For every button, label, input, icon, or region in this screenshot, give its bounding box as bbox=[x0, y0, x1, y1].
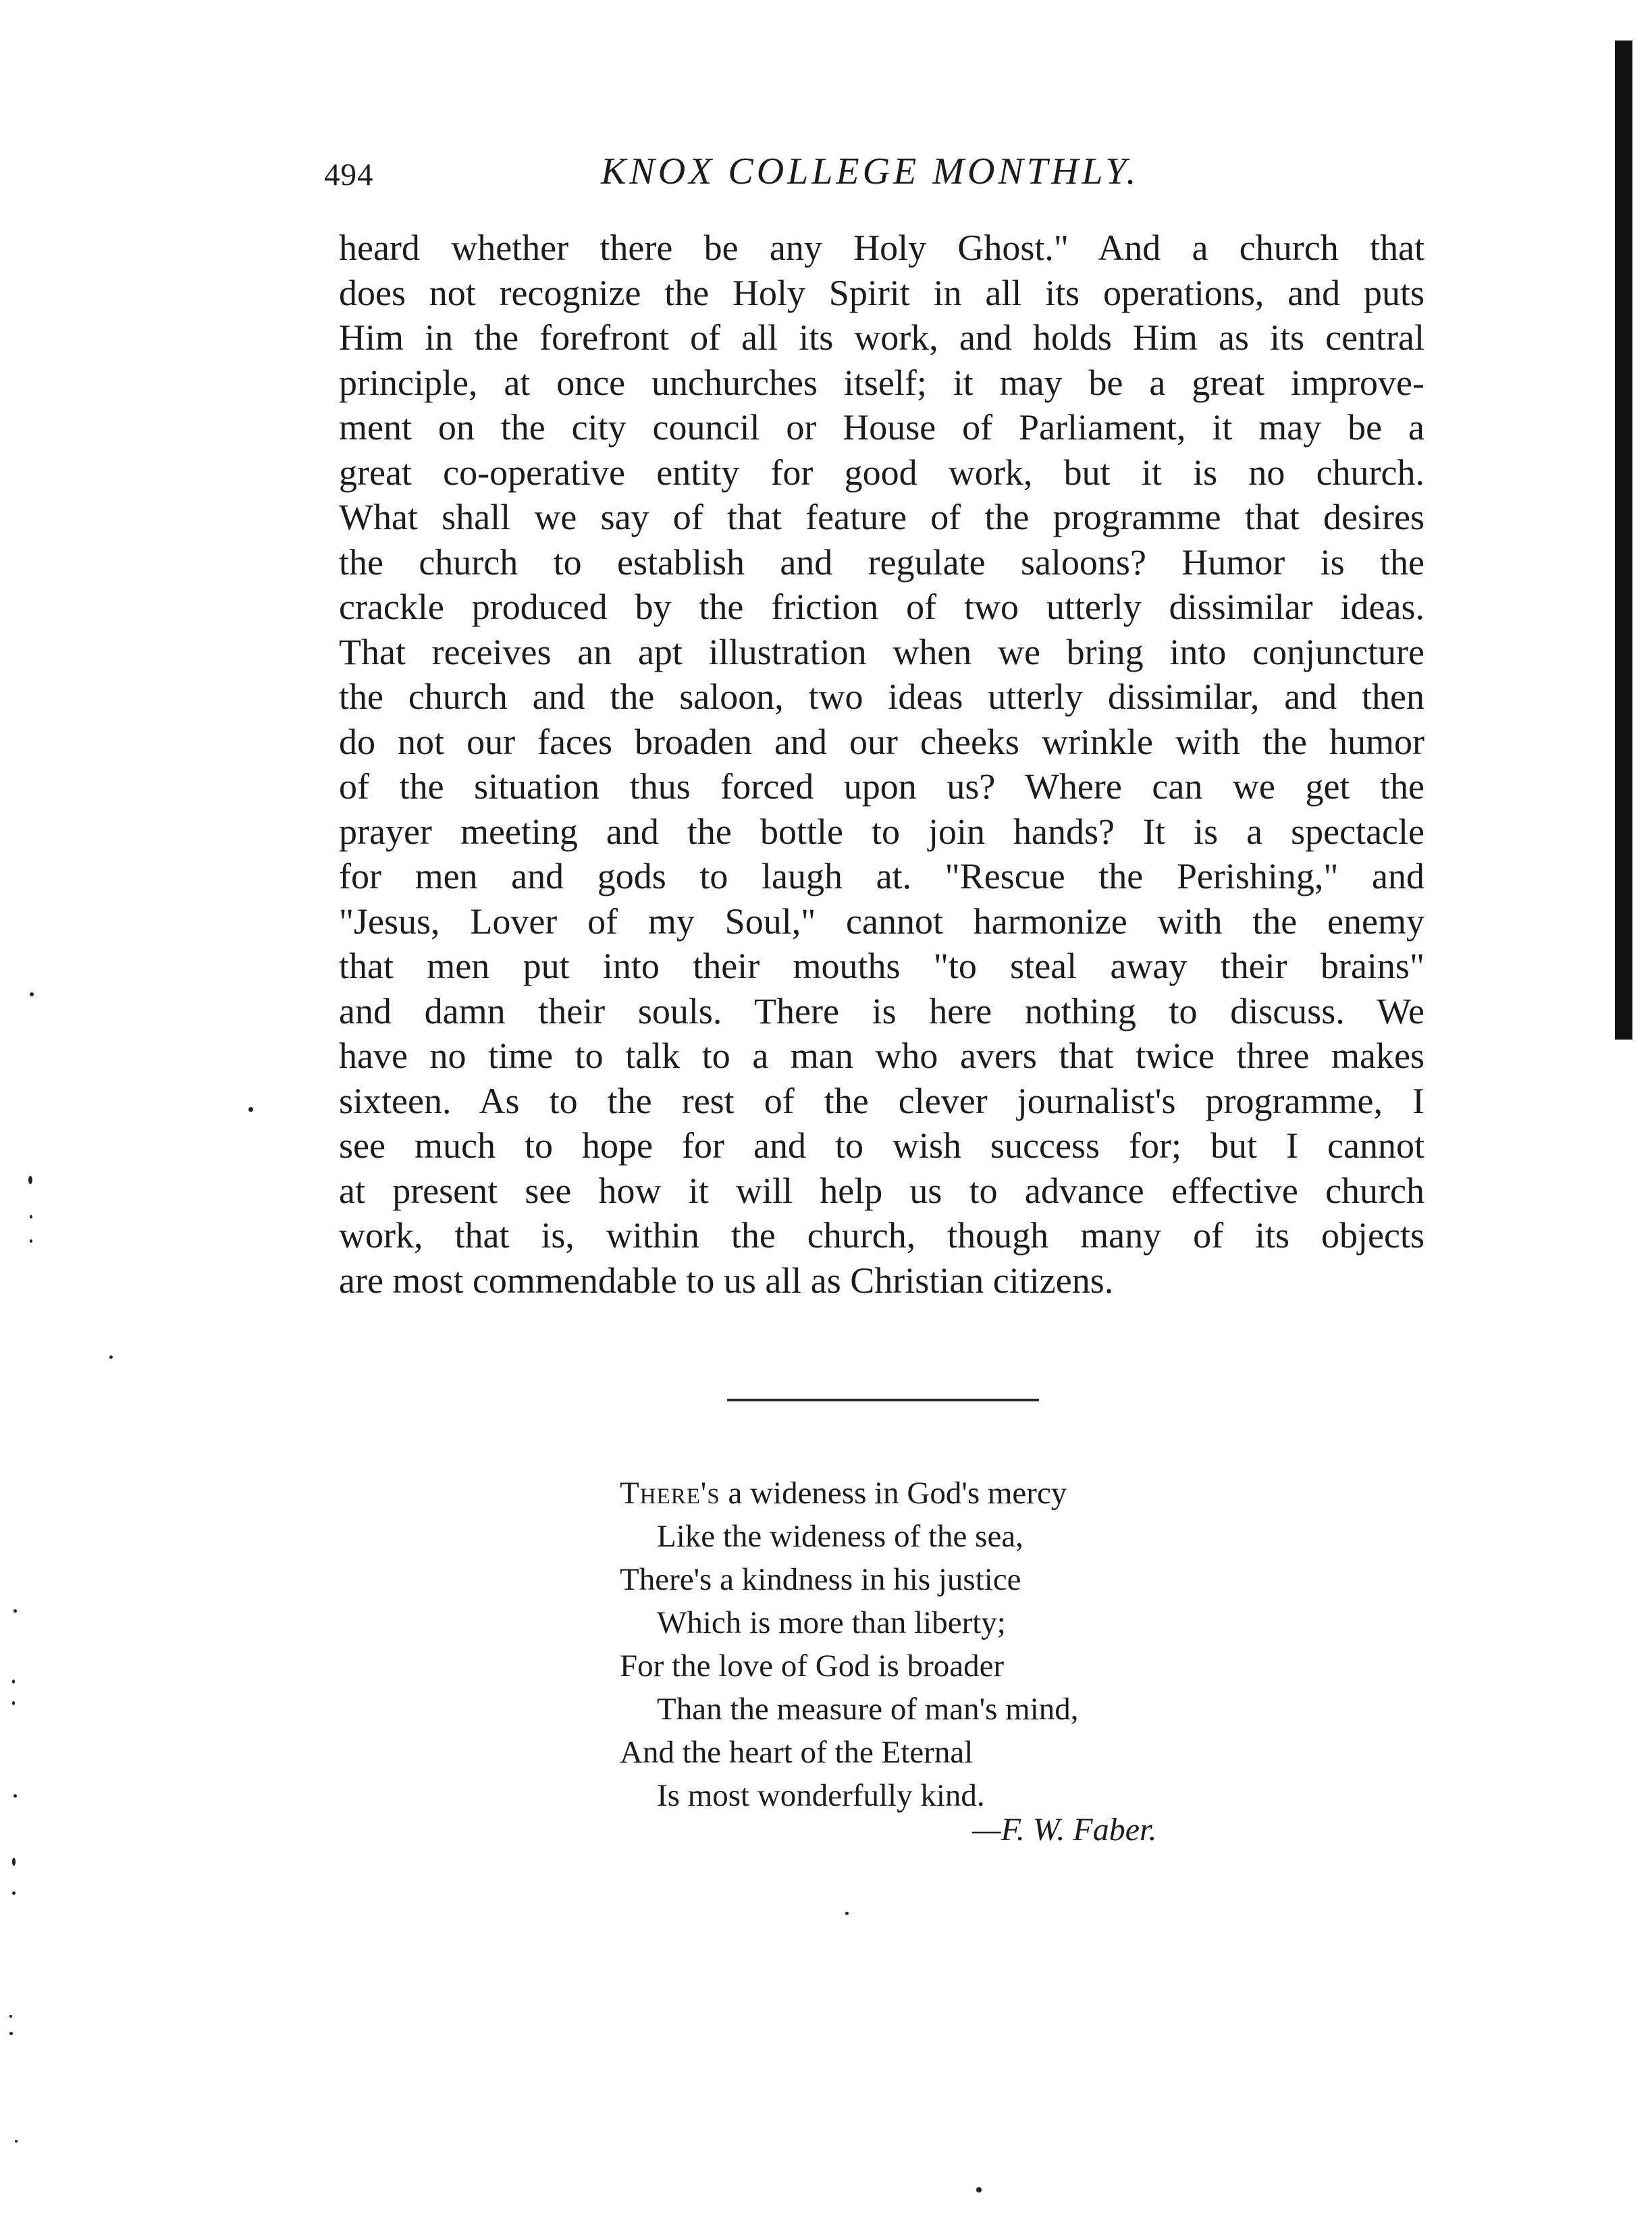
scan-speck bbox=[976, 2187, 982, 2193]
scan-speck bbox=[109, 1355, 113, 1359]
poem bbox=[620, 1472, 1295, 1817]
poem-first-word: There's bbox=[620, 1476, 720, 1511]
poem-line: For the love of God is broader bbox=[620, 1648, 1005, 1684]
poem-line bbox=[620, 1472, 1295, 1515]
scan-speck bbox=[15, 2140, 18, 2143]
running-head bbox=[324, 150, 1195, 204]
body-line: do not our faces broaden and our cheeks wrinkle with the humor bbox=[339, 721, 1424, 762]
scan-speck bbox=[30, 1215, 32, 1218]
poem-line: Like the wideness of the sea, bbox=[657, 1519, 1023, 1554]
body-line: that men put into their mouths "to steal away their brains" bbox=[339, 946, 1424, 986]
poem-attribution: —F. W. Faber. bbox=[972, 1812, 1157, 1848]
scan-border bbox=[1615, 41, 1632, 1040]
poem-line: Which is more than liberty; bbox=[657, 1605, 1006, 1640]
body-line: sixteen. As to the rest of the clever journalist's programme, I bbox=[339, 1080, 1424, 1121]
body-line: for men and gods to laugh at. "Rescue the Perishing," and bbox=[339, 856, 1424, 896]
body-line: see much to hope for and to wish success for; but I cannot bbox=[339, 1125, 1424, 1166]
poem-line: Than the measure of man's mind, bbox=[657, 1692, 1079, 1727]
scan-speck bbox=[9, 2015, 12, 2018]
body-line: have no time to talk to a man who avers that twice three makes bbox=[339, 1036, 1424, 1076]
body-line: work, that is, within the church, though many of its objects bbox=[339, 1215, 1424, 1256]
body-line: principle, at once unchurches itself; it may be a great improve- bbox=[339, 362, 1424, 403]
scan-speck bbox=[248, 1107, 253, 1112]
scan-speck bbox=[9, 2032, 13, 2035]
poem-line: Is most wonderfully kind. bbox=[657, 1778, 985, 1813]
page-number: 494 bbox=[324, 157, 374, 192]
body-line: the church and the saloon, two ideas utterly dissimilar, and then bbox=[339, 676, 1424, 717]
scan-speck bbox=[28, 1176, 32, 1184]
scan-speck bbox=[12, 1701, 15, 1705]
poem-line-rest: a wideness in God's mercy bbox=[720, 1476, 1067, 1511]
body-line: are most commendable to us all as Christian citizens. bbox=[339, 1260, 1114, 1301]
scan-speck bbox=[845, 1912, 849, 1915]
body-line: the church to establish and regulate saloons? Humor is the bbox=[339, 541, 1424, 583]
scan-speck bbox=[30, 1239, 32, 1243]
body-paragraph bbox=[339, 225, 1424, 1303]
body-line: What shall we say of that feature of the programme that desires bbox=[339, 497, 1424, 537]
scan-speck bbox=[30, 992, 34, 996]
body-line: crackle produced by the friction of two utterly dissimilar ideas. bbox=[339, 587, 1424, 627]
body-line: does not recognize the Holy Spirit in all its operations, and puts bbox=[339, 272, 1424, 313]
body-line: Him in the forefront of all its work, and holds Him as its central bbox=[339, 317, 1424, 358]
scan-speck bbox=[12, 1679, 15, 1684]
scan-speck bbox=[12, 1858, 16, 1866]
scan-speck bbox=[14, 1609, 17, 1613]
poem-line: There's a kindness in his justice bbox=[620, 1562, 1021, 1597]
body-line: of the situation thus forced upon us? Where can we get the bbox=[339, 766, 1424, 807]
journal-title: KNOX COLLEGE MONTHLY. bbox=[601, 151, 1140, 192]
body-line: great co-operative entity for good work, but it is no church. bbox=[339, 452, 1424, 493]
body-line: at present see how it will help us to advance effective church bbox=[339, 1170, 1424, 1211]
body-line: That receives an apt illustration when we bring into conjuncture bbox=[339, 631, 1424, 672]
poem-line: And the heart of the Eternal bbox=[620, 1735, 974, 1770]
body-line: heard whether there be any Holy Ghost." And a church that bbox=[339, 227, 1424, 268]
section-divider bbox=[727, 1399, 1039, 1401]
body-line: "Jesus, Lover of my Soul," cannot harmonize with the enemy bbox=[339, 901, 1424, 942]
body-line: prayer meeting and the bottle to join hands? It is a spectacle bbox=[339, 811, 1424, 852]
body-line: and damn their souls. There is here nothing to discuss. We bbox=[339, 990, 1424, 1031]
scan-speck bbox=[12, 1891, 16, 1895]
scan-speck bbox=[14, 1794, 17, 1798]
body-line: ment on the city council or House of Parliament, it may be a bbox=[339, 407, 1424, 448]
